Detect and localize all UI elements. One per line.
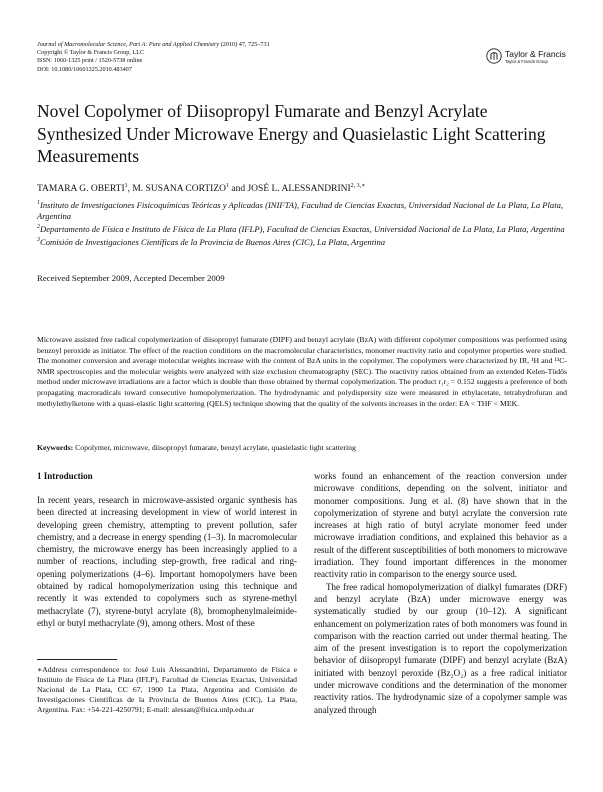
abstract: Microwave assisted free radical copolymerization of diisopropyl fumarate (DIPF) and benzyl acrylate (BzA) with different copolymer compositions was performed using benzoyl peroxide as initiator. The effect of the reaction conditions on the macromolecular characteristics, monomer reactivity ratio and copolymer properties were studied. The monomer conversion and average molecular weights increase with the content of BzA units in the copolymer. The copolymers were characterized by IR, ¹H and ¹³C-NMR spectroscopies and the molecular weights were analyzed with size exclusion chromatography (SEC). The reactivity ratios obtained from an extended Kelen-Tüdös method under microwave irradiations are a factor which is double than those obtained by thermal copolymerization. The product r₁r₂ = 0.152 suggests a preference of both propagating macroradicals toward consecutive homopolymerization. The hydrodynamic and polydispersity size were measured in ethylacetate, tetrahydrofuran and methylethylketone with a quasi-elastic light scattering (QELS) technique showing that the quality of the solvents increases in the order: EA < THF < MEK. (37, 335, 567, 408)
affiliation-text: Departamento de Física e Instituto de Física de La Plata (IFLP), Facultad de Ciencias Exactas, Universidad Nacional de La Plata, La Plata, Argentina (40, 224, 565, 235)
author-1: TAMARA G. OBERTI (37, 184, 125, 195)
author-list (37, 182, 577, 194)
intro-column-left: In recent years, research in microwave-assisted organic synthesis has been directed at increasing development in view of world interest in developing green chemistry, attempting to prevent pollution, safer chemistry, and a decrease in energy spending (1–3). In macromolecular chemistry, the microwave energy has been increasingly applied to a number of reactions, including step-growth, free radical and ring-opening polymerizations (4–6). Important homopolymers have been obtained by radical homopolymerization using this technique and recently it was extended to copolymers such as styrene-methyl methacrylate (7), styrene-butyl acrylate (8), bromophenylmaleimide-ethyl or butyl methacrylate (9), among others. Most of these (37, 495, 297, 628)
affiliation-marker: 3 (37, 237, 40, 244)
journal-citation (37, 41, 367, 49)
footnote-rule (37, 659, 117, 660)
publisher-name: Taylor & Francis (505, 49, 566, 59)
publisher-logo (486, 46, 576, 68)
intro-column-right (314, 470, 567, 716)
publisher-logo-icon (486, 48, 502, 64)
author-3: JOSÉ L. ALESSANDRINI (247, 184, 351, 195)
keywords-text: Copolymer, microwave, diisopropyl fumarate, benzyl acrylate, quasielastic light scattering (73, 443, 356, 452)
author-2: M. SUSANA CORTIZO (132, 184, 227, 195)
article-title: Novel Copolymer of Diisopropyl Fumarate and Benzyl Acrylate Synthesized Under Microwave Energy and Quasielastic Light Scattering Measurements (37, 101, 546, 166)
affiliation-3 (37, 235, 567, 248)
keywords-label: Keywords: (37, 443, 74, 452)
author-separator: , (127, 184, 133, 195)
doi-line: DOI: 10.1080/10601325.2010.483407 (37, 65, 132, 73)
intro-paragraph: The free radical homopolymerization of dialkyl fumarates (DRF) and benzyl acrylate (BzA) under microwave energy was systematically studied by our group (10–12). A significant enhancement on polymerization rates of both monomers was found in comparison with the reaction carried out under thermal heating. The aim of the present investigation is to report the copolymerization behavior of diisopropyl fumarate (DIPF) and benzyl acrylate (BzA) initiated with benzoyl peroxide (Bz₂O₂) as a free radical initiator under microwave conditions and the determination of the monomer reactivity ratios. The hydrodynamic size of a copolymer sample was analyzed through (314, 581, 567, 715)
affiliation-2 (37, 222, 567, 235)
affiliation-marker: 1 (37, 200, 40, 206)
affiliation-text: Comisión de Investigaciones Científicas de la Provincia de Buenos Aires (CIC), La Plata, Argentina (40, 237, 386, 248)
author-1-affil: 1 (124, 183, 128, 189)
affiliation-marker: 2 (37, 224, 40, 231)
journal-volume: (2010) 47, 725–731 (219, 41, 270, 48)
journal-name: Journal of Macromolecular Science, Part A: Pure and Applied Chemistry (37, 41, 220, 48)
affiliation-1 (37, 198, 567, 222)
copyright-line: Copyright © Taylor & Francis Group, LLC (37, 49, 145, 57)
author-separator: and (229, 184, 248, 195)
section-heading: 1 Introduction (37, 471, 93, 481)
author-2-affil: 1 (226, 183, 230, 189)
affiliations (37, 198, 567, 248)
keywords (37, 443, 567, 454)
publisher-group: Taylor & Francis Group (505, 59, 548, 64)
correspondence-footnote: ∗Address correspondence to: José Luis Alessandrini, Departamento de Física e Instituto de Física de La Plata (IFLP), Facultad de Ciencias Exactas, Universidad Nacional de La Plata, CC 67, 1900 La Plata, Argentina and Comisión de Investigaciones Científicas de la Provincia de Buenos Aires (CIC), La Plata, Argentina. Fax: +54-221-4250791; E-mail: alessan@fisica.unlp.edu.ar (37, 665, 297, 715)
journal-header (37, 41, 367, 74)
intro-paragraph: works found an enhancement of the reaction conversion under microwave conditions, depending on the solvent, initiator and monomer compositions. Jung et al. (8) have shown that in the copolymerization of styrene and butyl acrylate the conversion rate increases at high ratio of butyl acrylate monomer feed under microwave irradiation conditions, and explained this behavior as a result of the different susceptibilities of both monomers to microwave irradiation. They found important differences in the monomer reactivity ratio in comparison to the energy source used. (314, 471, 567, 580)
received-dates: Received September 2009, Accepted December 2009 (37, 273, 225, 283)
author-3-affil: 2, 3,∗ (350, 183, 366, 189)
issn-line: ISSN: 1060-1325 print / 1520-5738 online (37, 57, 143, 65)
affiliation-text: Instituto de Investigaciones Fisicoquímicas Teóricas y Aplicadas (INIFTA), Facultad de Ciencias Exactas, Universidad Nacional de La Plata, La Plata, Argentina (37, 199, 564, 222)
